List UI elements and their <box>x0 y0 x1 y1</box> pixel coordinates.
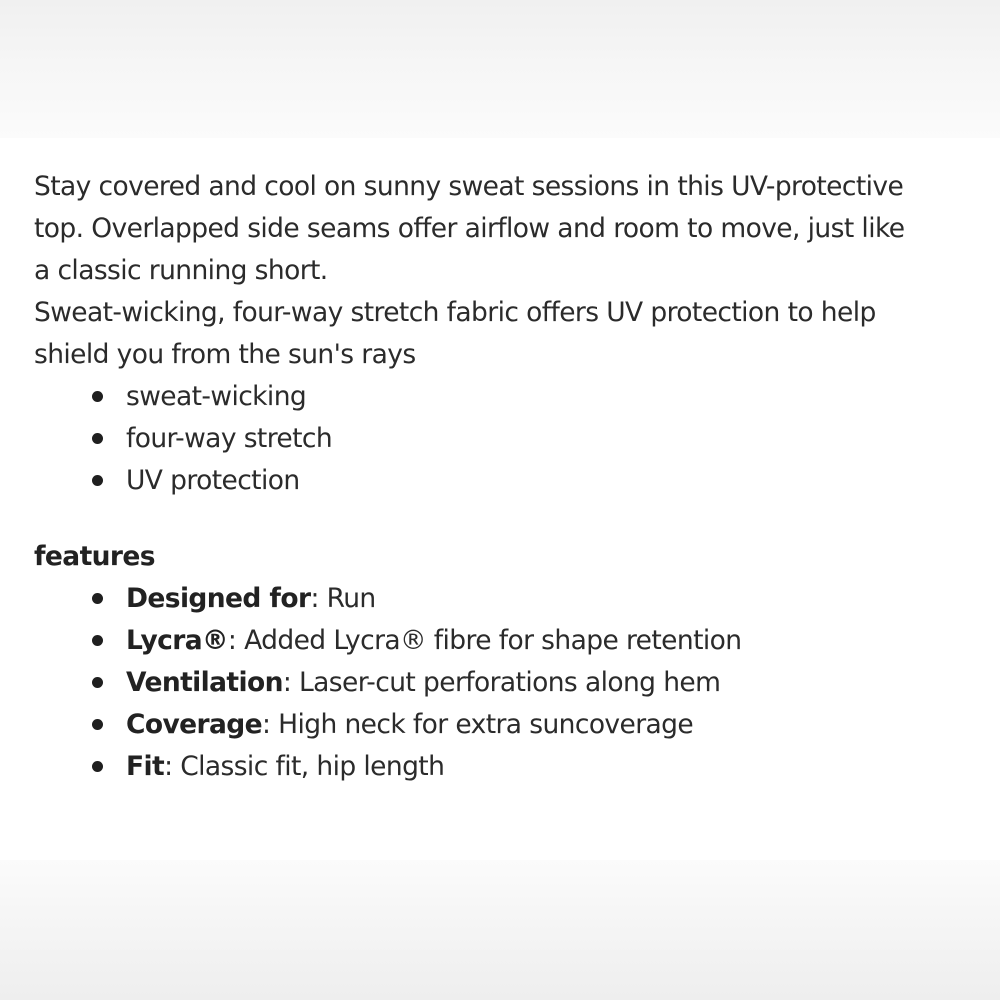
description-line: shield you from the sun's rays <box>34 339 416 370</box>
bullet-icon <box>92 391 103 402</box>
feature-value: : Classic fit, hip length <box>164 751 445 782</box>
description-line: Sweat-wicking, four-way stretch fabric offers UV protection to help <box>34 297 876 328</box>
list-item <box>92 746 970 788</box>
bullet-icon <box>92 635 103 646</box>
bottom-blur-band <box>0 860 1000 1000</box>
feature-value: : High neck for extra suncoverage <box>262 709 694 740</box>
feature-value: : Run <box>310 583 376 614</box>
list-item <box>92 620 970 662</box>
benefit-text: four-way stretch <box>126 423 333 454</box>
feature-value: : Added Lycra® fibre for shape retention <box>227 625 742 656</box>
description-line: top. Overlapped side seams offer airflow and room to move, just like <box>34 213 905 244</box>
top-blur-band <box>0 0 1000 138</box>
feature-term: Coverage <box>126 709 262 740</box>
list-item <box>92 578 970 620</box>
bullet-icon <box>92 593 103 604</box>
list-item <box>92 376 970 418</box>
feature-term: Fit <box>126 751 165 782</box>
feature-term: Designed for <box>126 583 311 614</box>
bullet-icon <box>92 433 103 444</box>
bullet-icon <box>92 761 103 772</box>
description-line: Stay covered and cool on sunny sweat sessions in this UV-protective <box>34 171 904 202</box>
features-list <box>34 578 970 788</box>
list-item <box>92 704 970 746</box>
product-description-panel <box>0 138 1000 860</box>
feature-value: : Laser-cut perforations along hem <box>282 667 721 698</box>
description-line: a classic running short. <box>34 255 328 286</box>
feature-term: Lycra® <box>126 625 228 656</box>
benefit-text: sweat-wicking <box>126 381 307 412</box>
features-heading: features <box>34 541 155 572</box>
list-item <box>92 418 970 460</box>
list-item <box>92 662 970 704</box>
bullet-icon <box>92 677 103 688</box>
description-paragraph <box>34 166 970 376</box>
benefit-text: UV protection <box>126 465 300 496</box>
list-item <box>92 460 970 502</box>
bullet-icon <box>92 475 103 486</box>
bullet-icon <box>92 719 103 730</box>
benefit-list <box>34 376 970 502</box>
feature-term: Ventilation <box>126 667 283 698</box>
